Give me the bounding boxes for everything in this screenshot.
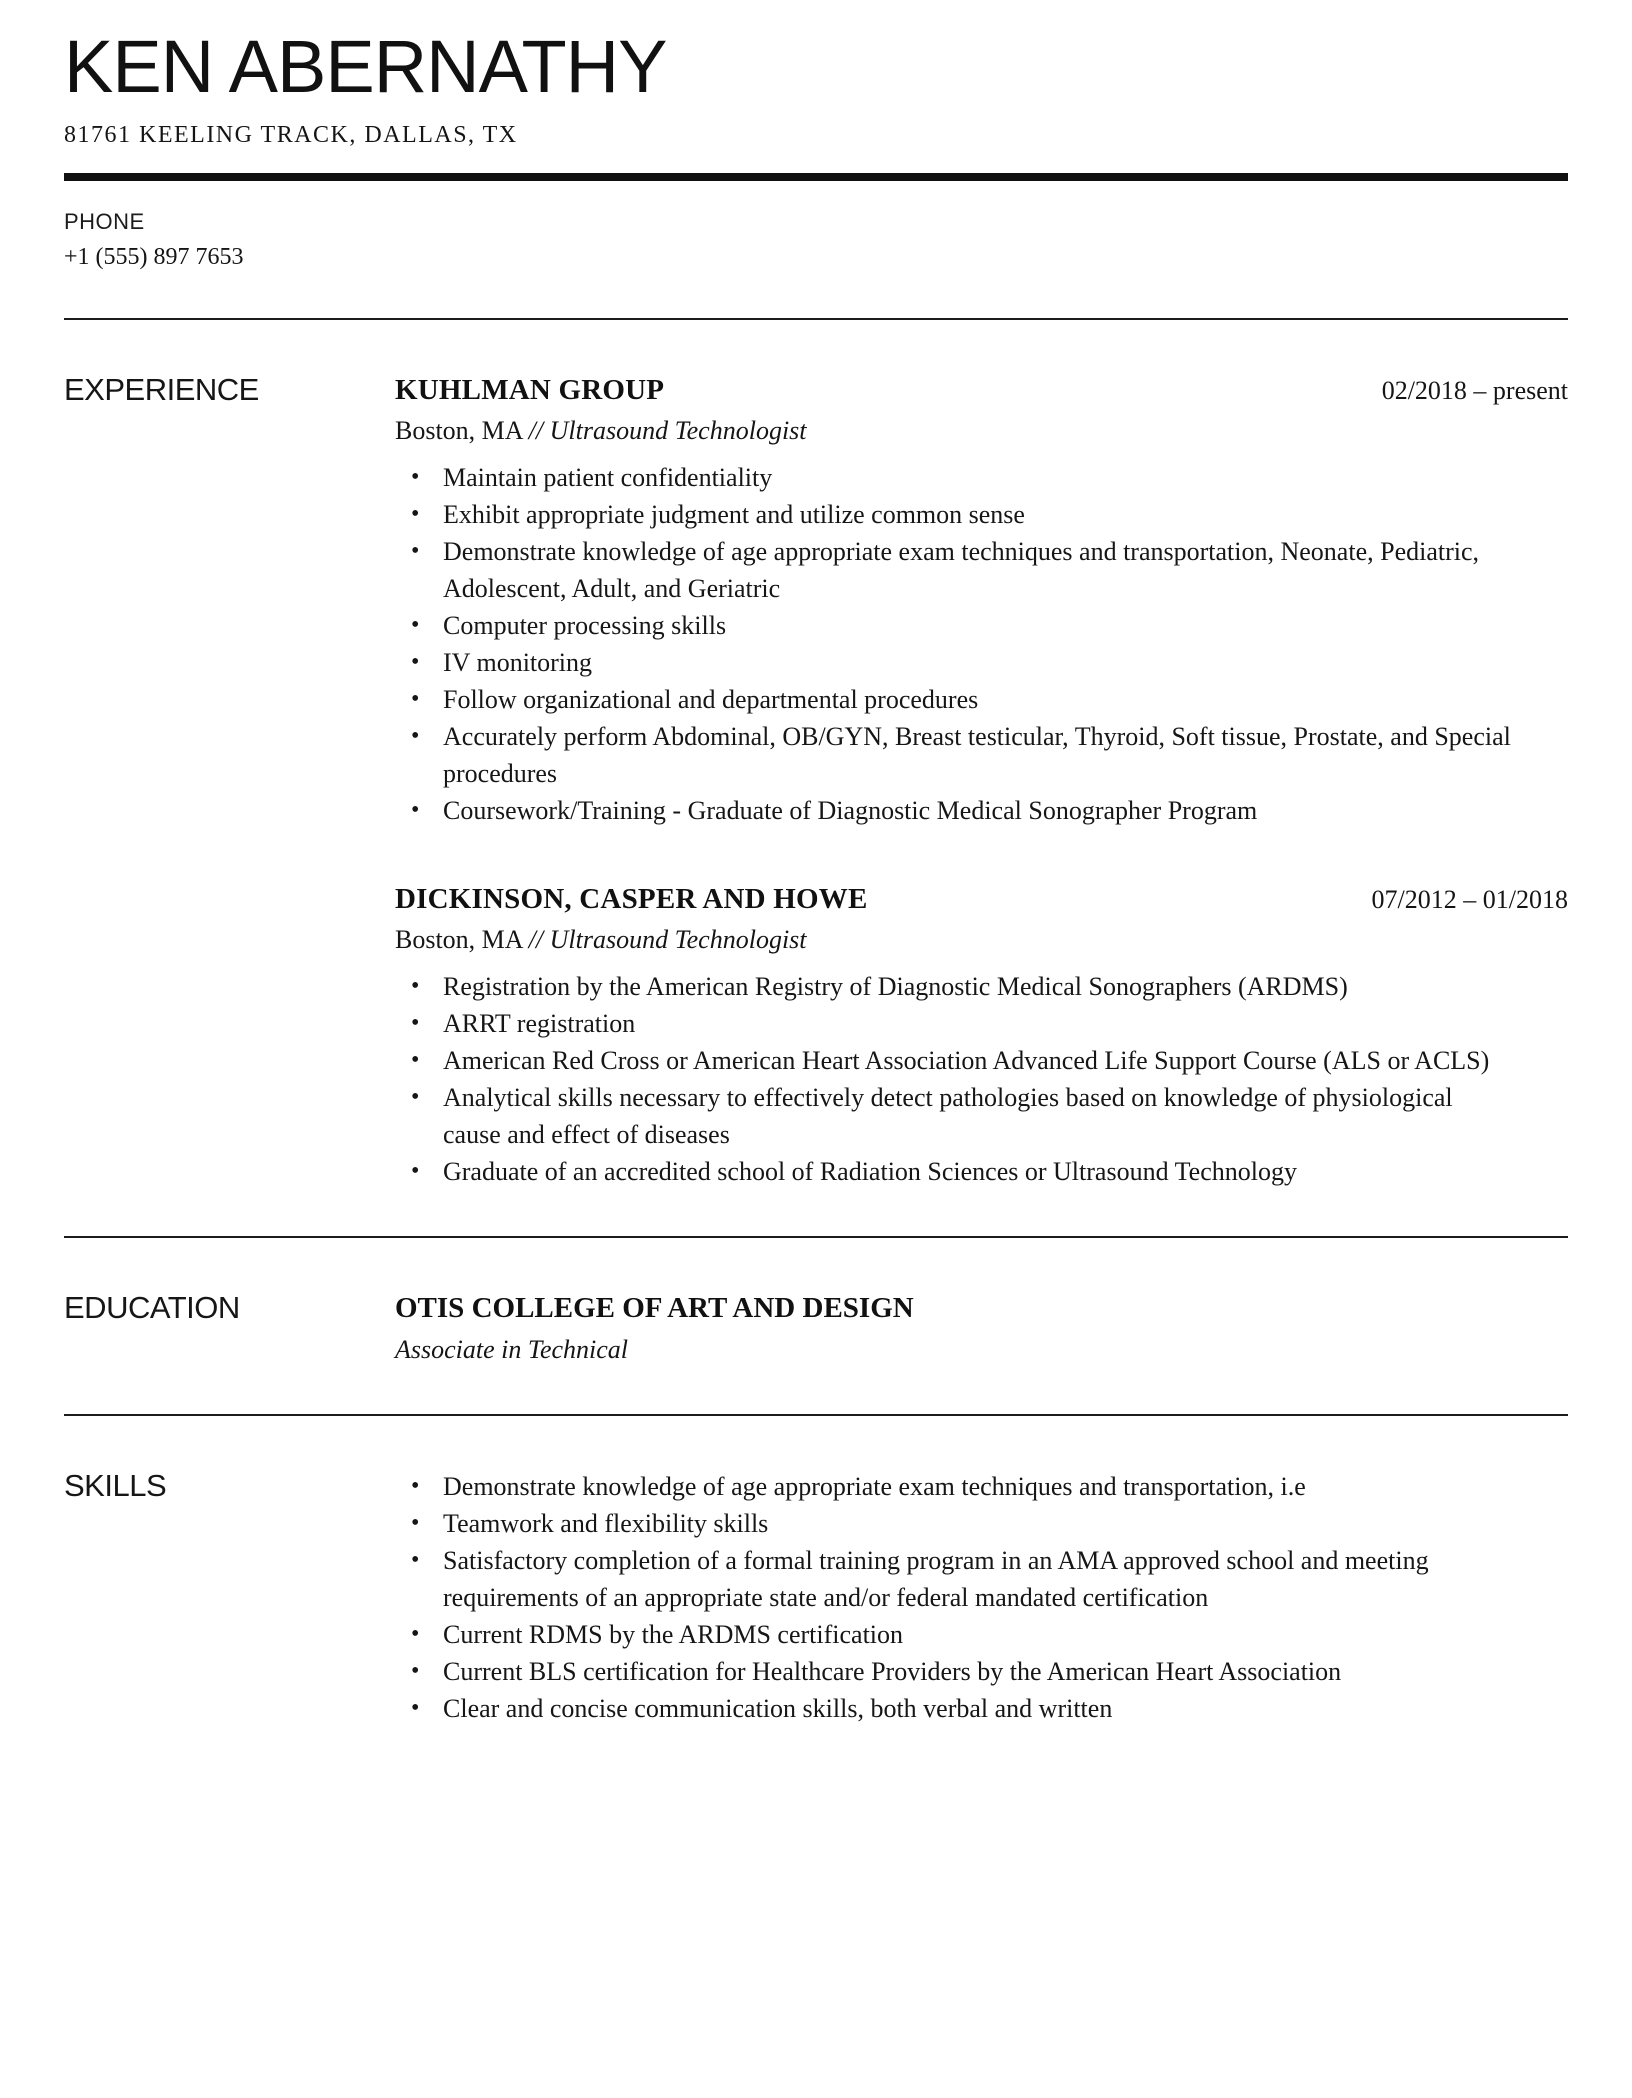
bullet-item: • Maintain patient confidentiality	[395, 459, 1513, 496]
candidate-name: KEN ABERNATHY	[64, 25, 667, 108]
job-subtitle	[395, 413, 1568, 449]
job-bullets	[395, 968, 1513, 1190]
section-experience	[64, 318, 1568, 1190]
contact-block	[64, 209, 1568, 272]
bullet-item: • Graduate of an accredited school of Radiation Sciences or Ultrasound Technology	[395, 1153, 1513, 1190]
skills-list	[395, 1468, 1513, 1727]
job-bullets	[395, 459, 1513, 829]
school-name: OTIS COLLEGE OF ART AND DESIGN	[395, 1292, 914, 1324]
skill-item: • Satisfactory completion of a formal training program in an AMA approved school and meeting requirements of an appropriate state and/or federal mandated certification	[395, 1542, 1513, 1616]
skills-content	[395, 1468, 1568, 1727]
skill-item: • Demonstrate knowledge of age appropriate exam techniques and transportation, i.e	[395, 1468, 1513, 1505]
resume-header	[64, 25, 1568, 149]
skill-item: • Current RDMS by the ARDMS certification	[395, 1616, 1513, 1653]
job-dates: 07/2012 – 01/2018	[1371, 885, 1568, 914]
job-head	[395, 881, 1568, 918]
job-location: Boston, MA	[395, 416, 523, 445]
bullet-item: • Registration by the American Registry of Diagnostic Medical Sonographers (ARDMS)	[395, 968, 1513, 1005]
experience-heading: EXPERIENCE	[64, 372, 259, 407]
skill-item: • Current BLS certification for Healthcare Providers by the American Heart Association	[395, 1653, 1513, 1690]
bullet-item: • American Red Cross or American Heart Association Advanced Life Support Course (ALS or ACLS)	[395, 1042, 1513, 1079]
bullet-item: • ARRT registration	[395, 1005, 1513, 1042]
job-separator: //	[528, 416, 544, 445]
section-skills	[64, 1414, 1568, 1727]
bullet-item: • Coursework/Training - Graduate of Diagnostic Medical Sonographer Program	[395, 792, 1513, 829]
bullet-item: • Demonstrate knowledge of age appropriate exam techniques and transportation, Neonate, Pediatric, Adolescent, Adult, and Geriatric	[395, 533, 1513, 607]
header-divider-rule	[64, 173, 1568, 181]
education-content	[395, 1290, 1568, 1368]
skill-item: • Clear and concise communication skills, both verbal and written	[395, 1690, 1513, 1727]
job-title: Ultrasound Technologist	[549, 416, 807, 445]
section-education	[64, 1236, 1568, 1368]
job-subtitle	[395, 922, 1568, 958]
candidate-address: 81761 KEELING TRACK, DALLAS, TX	[64, 122, 518, 148]
degree-name: Associate in Technical	[395, 1335, 629, 1364]
job-separator: //	[528, 925, 544, 954]
bullet-item: • Computer processing skills	[395, 607, 1513, 644]
phone-label: PHONE	[64, 209, 145, 234]
bullet-item: • IV monitoring	[395, 644, 1513, 681]
experience-content	[395, 372, 1568, 1190]
bullet-item: • Accurately perform Abdominal, OB/GYN, Breast testicular, Thyroid, Soft tissue, Prostate, and Special procedures	[395, 718, 1513, 792]
company-name: KUHLMAN GROUP	[395, 374, 665, 406]
phone-value: +1 (555) 897 7653	[64, 244, 244, 270]
job-entry-dickinson	[395, 881, 1568, 1190]
skills-heading: SKILLS	[64, 1468, 167, 1503]
education-heading: EDUCATION	[64, 1290, 240, 1325]
job-dates: 02/2018 – present	[1381, 376, 1568, 405]
job-head	[395, 372, 1568, 409]
company-name: DICKINSON, CASPER AND HOWE	[395, 883, 868, 915]
job-location: Boston, MA	[395, 925, 523, 954]
job-title: Ultrasound Technologist	[549, 925, 807, 954]
bullet-item: • Exhibit appropriate judgment and utilize common sense	[395, 496, 1513, 533]
bullet-item: • Analytical skills necessary to effectively detect pathologies based on knowledge of physiological cause and effect of diseases	[395, 1079, 1513, 1153]
job-entry-kuhlman	[395, 372, 1568, 829]
skill-item: • Teamwork and flexibility skills	[395, 1505, 1513, 1542]
bullet-item: • Follow organizational and departmental procedures	[395, 681, 1513, 718]
